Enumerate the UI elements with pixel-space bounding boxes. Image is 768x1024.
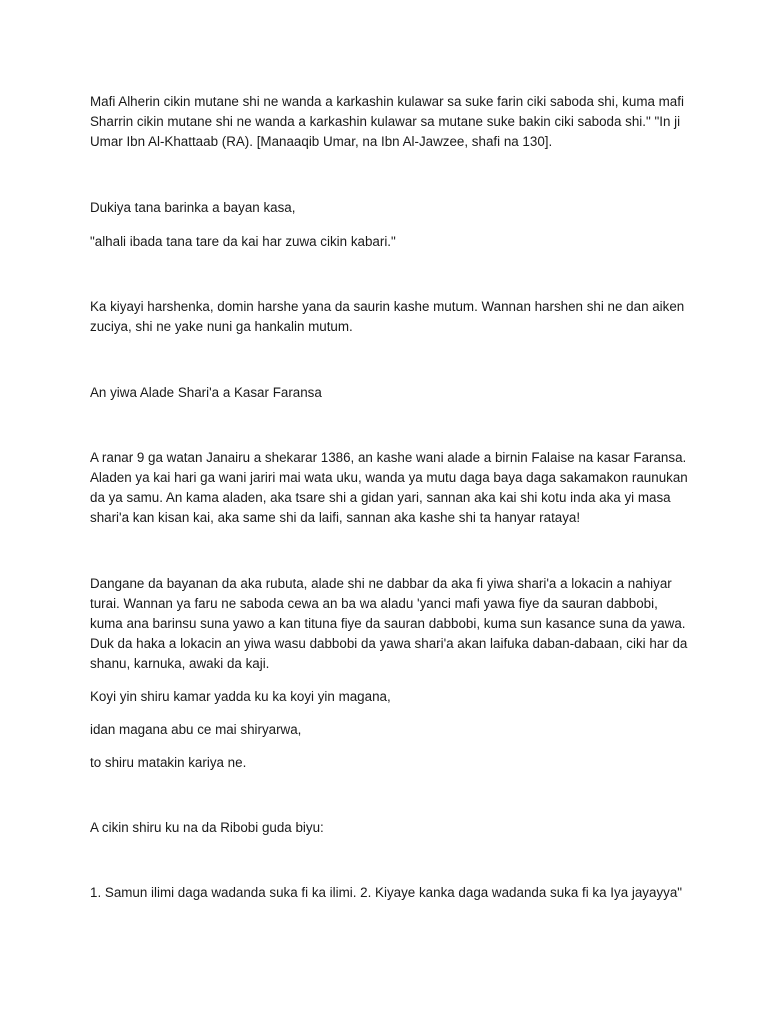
paragraph-dukiya: Dukiya tana barinka a bayan kasa, [90, 200, 296, 215]
paragraph-ribobi: A cikin shiru ku na da Ribobi guda biyu: [90, 820, 324, 835]
paragraph-umar-quote: Mafi Alherin cikin mutane shi ne wanda a karkashin kulawar sa suke farin ciki saboda shi, kuma mafi Sharrin cikin mutane shi ne wanda a karkashin kulawar sa mutane suke bakin ciki saboda shi." "In ji Umar Ibn Al-Khattaab (RA). [Manaaqib Umar, na Ibn Al-Jawzee, shafi na 130]. [90, 94, 684, 149]
paragraph-harshe: Ka kiyayi harshenka, domin harshe yana da saurin kashe mutum. Wannan harshen shi ne dan aiken zuciya, shi ne yake nuni ga hankalin mutum. [90, 299, 685, 334]
paragraph-ribobi-list: 1. Samun ilimi daga wadanda suka fi ka ilimi. 2. Kiyaye kanka daga wadanda suka fi ka Iya jayayya" [90, 885, 683, 900]
paragraph-magana: idan magana abu ce mai shiryarwa, [90, 722, 302, 737]
paragraph-kariya: to shiru matakin kariya ne. [90, 755, 247, 770]
paragraph-koyi-shiru: Koyi yin shiru kamar yadda ku ka koyi yin magana, [90, 689, 391, 704]
section-heading-alade: An yiwa Alade Shari'a a Kasar Faransa [90, 385, 322, 400]
paragraph-falaise: A ranar 9 ga watan Janairu a shekarar 1386, an kashe wani alade a birnin Falaise na kasar Faransa. Aladen ya kai hari ga wani jariri mai wata uku, wanda ya mutu daga baya daga sakamakon raunukan da ya samu. An kama aladen, aka tsare shi a gidan yari, sannan aka kai shi kotu inda aka yi masa shari'a kan kisan kai, aka same shi da laifi, sannan aka kashe shi ta hanyar rataya! [90, 450, 688, 525]
paragraph-ibada: "alhali ibada tana tare da kai har zuwa cikin kabari." [90, 234, 396, 249]
paragraph-bayanan: Dangane da bayanan da aka rubuta, alade shi ne dabbar da aka fi yiwa shari'a a lokacin a nahiyar turai. Wannan ya faru ne saboda cewa an ba wa aladu 'yanci mafi yawa fiye da sauran dabbobi, kuma ana barinsu suna yawo a kan tituna fiye da sauran dabbobi, kuma sun kasance suna da yawa. Duk da haka a lokacin an yiwa wasu dabbobi da yawa shari'a akan laifuka daban-dabaan, ciki har da shanu, karnuka, awaki da kaji. [90, 576, 688, 671]
